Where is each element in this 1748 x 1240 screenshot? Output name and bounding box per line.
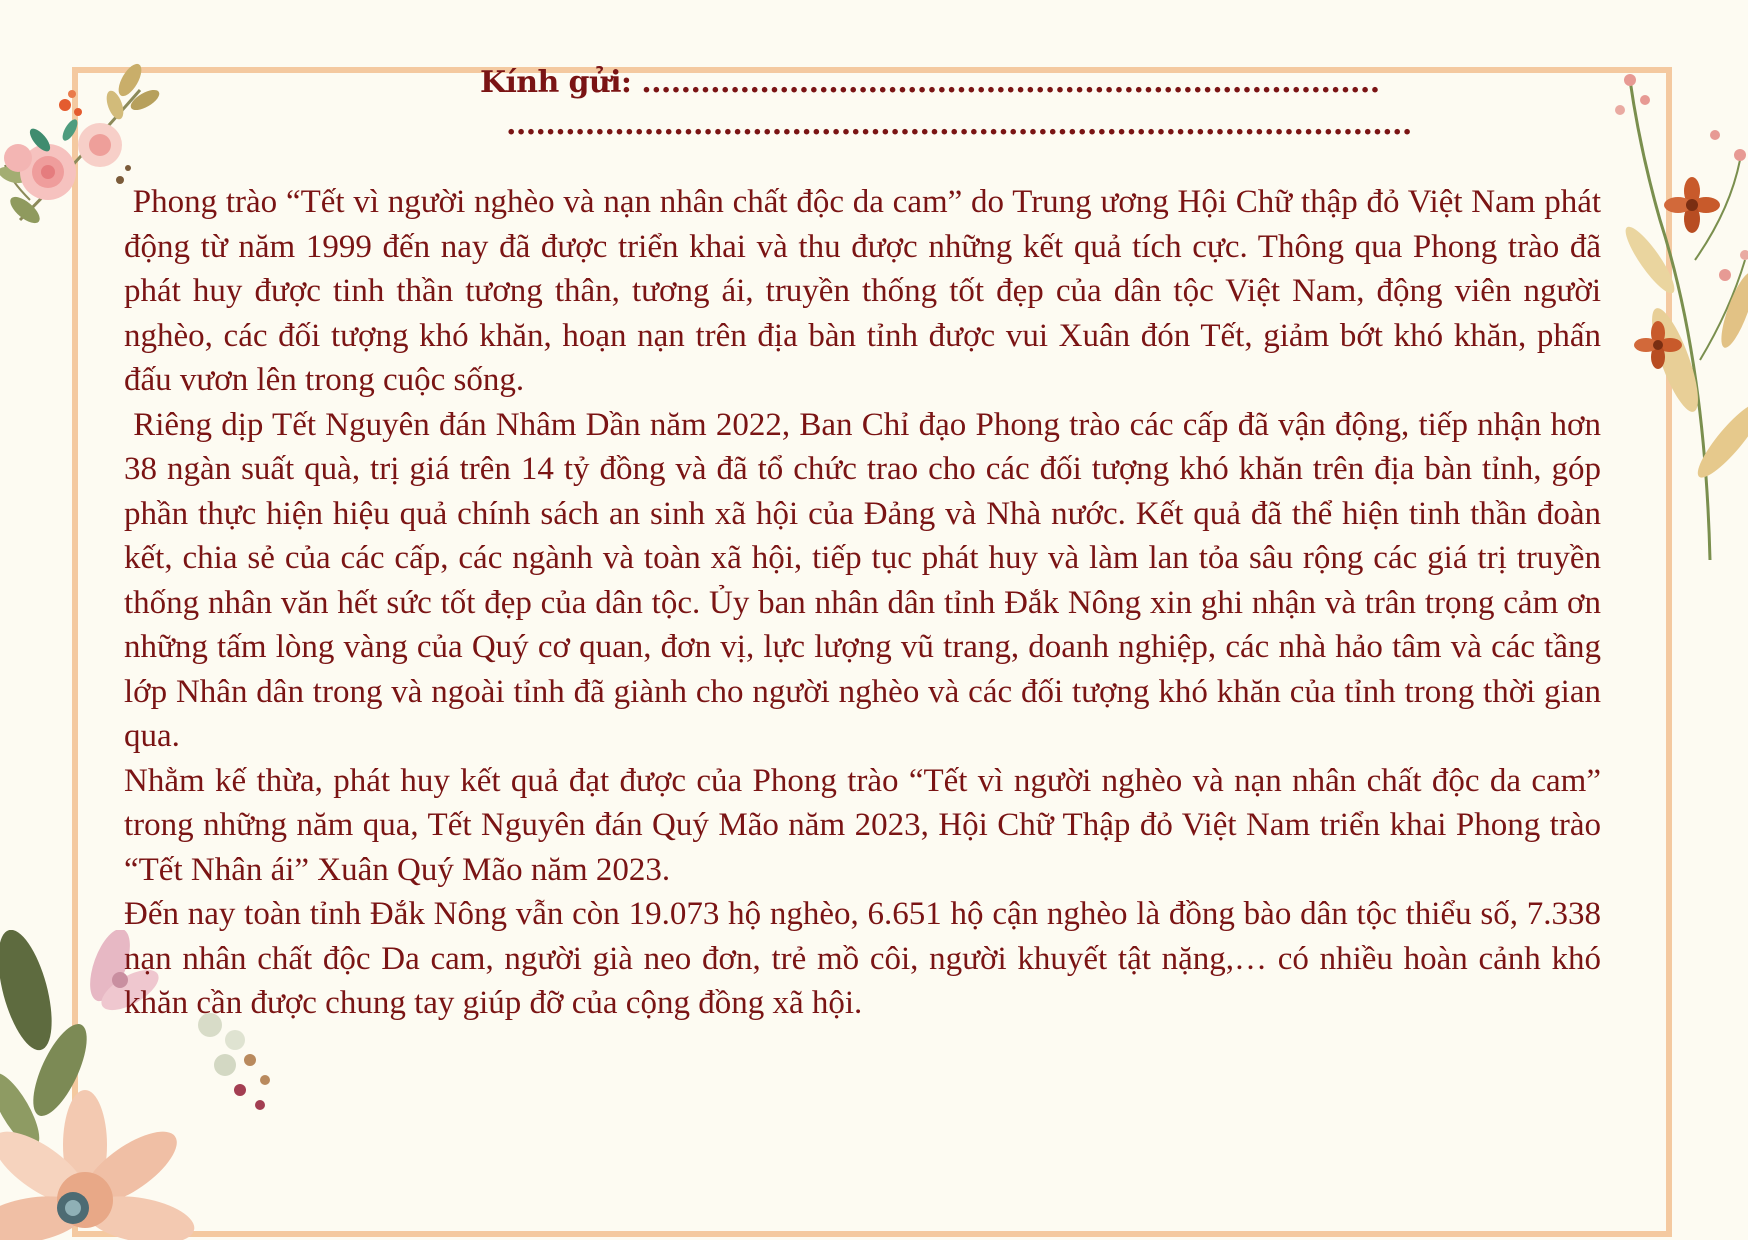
paragraph-3: Nhằm kế thừa, phát huy kết quả đạt được của Phong trào “Tết vì người nghèo và nạn nhân chất độc da cam” trong những năm qua, Tết Nguyên đán Quý Mão năm 2023, Hội Chữ Thập đỏ Việt Nam triển khai Phong trào “Tết Nhân ái” Xuân Quý Mão năm 2023. xyxy=(124,762,1601,888)
paragraph-2: Riêng dịp Tết Nguyên đán Nhâm Dần năm 2022, Ban Chỉ đạo Phong trào các cấp đã vận động, tiếp nhận hơn 38 ngàn suất quà, trị giá trên 14 tỷ đồng và đã tổ chức trao cho các đối tượng khó khăn trên địa bàn tỉnh, góp phần thực hiện hiệu quả chính sách an sinh xã hội của Đảng và Nhà nước. Kết quả đã thể hiện tinh thần đoàn kết, chia sẻ của các cấp, các ngành và toàn xã hội, tiếp tục phát huy và làm lan tỏa sâu rộng các giá trị truyền thống nhân văn hết sức tốt đẹp của dân tộc. Ủy ban nhân dân tỉnh Đắk Nông xin ghi nhận và trân trọng cảm ơn những tấm lòng vàng của Quý cơ quan, đơn vị, lực lượng vũ trang, doanh nghiệp, các nhà hảo tâm và các tầng lớp Nhân dân trong và ngoài tỉnh đã giành cho người nghèo và các đối tượng khó khăn của tỉnh trong thời gian qua. xyxy=(124,406,1610,754)
letter-body xyxy=(124,180,1610,1026)
paragraph-4: Đến nay toàn tỉnh Đắk Nông vẫn còn 19.073 hộ nghèo, 6.651 hộ cận nghèo là đồng bào dân tộc thiểu số, 7.338 nạn nhân chất độc Da cam, người già neo đơn, trẻ mồ côi, người khuyết tật nặng,… có nhiều hoàn cảnh khó khăn cần được chung tay giúp đỡ của cộng đồng xã hội. xyxy=(124,896,1601,1021)
salutation xyxy=(480,62,1412,146)
salutation-line-1: Kính gửi: ........................................................................... xyxy=(480,65,1380,100)
salutation-line-2: ............................................................................................ xyxy=(506,107,1412,142)
paragraph-1: Phong trào “Tết vì người nghèo và nạn nhân chất độc da cam” do Trung ương Hội Chữ thập đỏ Việt Nam phát động từ năm 1999 đến nay đã được triển khai và thu được những kết quả tích cực. Thông qua Phong trào đã phát huy được tinh thần tương thân, tương ái, truyền thống tốt đẹp của dân tộc Việt Nam, động viên người nghèo, các đối tượng khó khăn, hoạn nạn trên địa bàn tỉnh được vui Xuân đón Tết, giảm bớt khó khăn, phấn đấu vươn lên trong cuộc sống. xyxy=(124,184,1610,398)
flower-branch-icon xyxy=(1600,60,1748,580)
